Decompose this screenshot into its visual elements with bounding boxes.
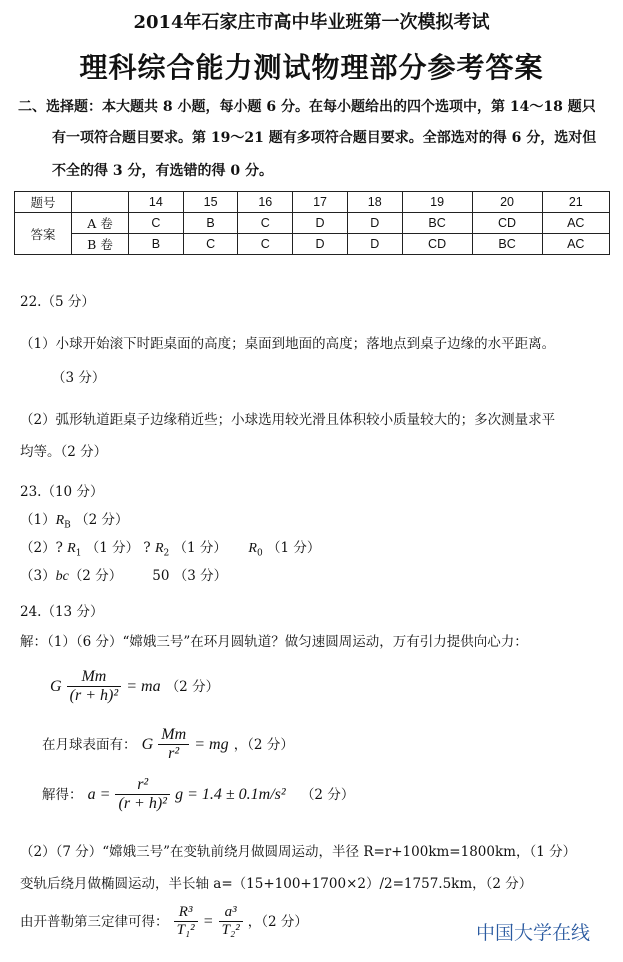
fraction	[67, 668, 121, 705]
var-r: R	[154, 541, 164, 556]
var-bc: bc	[55, 569, 69, 584]
lhs: a =	[87, 786, 111, 803]
q23-heading: 23.（10 分）	[20, 484, 104, 500]
denominator: (r + h)²	[69, 687, 119, 704]
table-cell: BC	[402, 213, 472, 234]
table-cell: 15	[183, 192, 238, 213]
table-row	[15, 213, 610, 234]
subscript: 1	[75, 548, 82, 559]
q22-part2-end: 均等。（2 分）	[20, 444, 108, 460]
table-row-label: B 卷	[72, 234, 129, 255]
table-cell: BC	[472, 234, 542, 255]
watermark: 中国大学在线	[476, 922, 591, 944]
q24-part2-line1: （2）（7 分）“嫦娥三号”在变轨前绕月做圆周运动，半径 R=r+100km=1800km，（1 分）	[20, 844, 577, 860]
rhs: = mg	[194, 736, 229, 753]
numerator: Mm	[158, 726, 189, 745]
table-cell: 14	[129, 192, 184, 213]
q23-value: 50 （3 分）	[152, 568, 228, 584]
numerator: R³	[174, 904, 198, 922]
q23-line2	[20, 536, 320, 559]
table-cell: 19	[402, 192, 472, 213]
score: （1 分） ?	[85, 540, 151, 556]
q24-part2-line2: 变轨后绕月做椭圆运动，半长轴 a=（15+100+1700×2）/2=1757.5km，（2 分）	[20, 876, 533, 892]
section2-line2: 有一项符合题目要求。第 19～21 题有多项符合题目要求。全部选对的得 6 分，选对但	[52, 130, 597, 146]
table-head-label: 题号	[15, 192, 72, 213]
table-cell: 18	[347, 192, 402, 213]
table-row-label: A 卷	[72, 213, 129, 234]
fraction	[219, 904, 243, 939]
answer-table	[14, 191, 610, 255]
table-cell: 17	[293, 192, 348, 213]
denominator: r²	[168, 745, 180, 762]
var-r: R	[248, 541, 257, 556]
section2-line3: 不全的得 3 分，有选错的得 0 分。	[52, 163, 273, 179]
table-row	[15, 234, 610, 255]
numerator: Mm	[67, 668, 121, 687]
fraction	[115, 776, 169, 813]
table-cell: 21	[542, 192, 609, 213]
table-cell: D	[293, 234, 348, 255]
q22-heading: 22.（5 分）	[20, 294, 95, 310]
score: （2 分）	[165, 679, 220, 695]
q23-line2-prefix: （2）?	[20, 540, 63, 556]
score: ，（2 分）	[233, 737, 294, 753]
table-cell: 16	[238, 192, 293, 213]
q23-line1	[20, 508, 128, 531]
numerator: a³	[219, 904, 243, 922]
score: （1 分）	[266, 540, 321, 556]
equation-1	[50, 668, 219, 705]
table-cell: B	[183, 213, 238, 234]
equation-4	[20, 904, 308, 939]
table-cell: D	[293, 213, 348, 234]
table-answer-label: 答案	[15, 213, 72, 255]
denominator: T₁²	[176, 922, 195, 938]
subscript: B	[64, 520, 71, 531]
table-cell: AC	[542, 234, 609, 255]
numerator: r²	[115, 776, 169, 795]
table-cell: AC	[542, 213, 609, 234]
table-cell: D	[347, 213, 402, 234]
var-r: R	[67, 541, 76, 556]
q23-line1-prefix: （1）	[20, 512, 56, 528]
table-cell: CD	[402, 234, 472, 255]
const-g: G	[141, 736, 154, 753]
equation-4-label: 由开普勒第三定律可得：	[20, 914, 169, 930]
answer-key-title: 理科综合能力测试物理部分参考答案	[79, 51, 544, 84]
q22-part1: （1）小球开始滚下时距桌面的高度；桌面到地面的高度；落地点到桌子边缘的水平距离。	[20, 336, 556, 352]
subscript: 0	[256, 548, 263, 559]
q22-part2: （2）弧形轨道距桌子边缘稍近些；小球选用较光滑且体积较小质量较大的；多次测量求平	[20, 412, 556, 428]
denominator: T₂²	[221, 922, 240, 938]
rhs: = ma	[126, 678, 161, 695]
table-cell: B	[129, 234, 184, 255]
table-cell: C	[129, 213, 184, 234]
table-cell: C	[183, 234, 238, 255]
subscript: 2	[163, 548, 170, 559]
equation-3-label: 解得：	[42, 787, 83, 803]
section2-line1: 二、选择题：本大题共 8 小题，每小题 6 分。在每小题给出的四个选项中，第 14～18 题只	[18, 99, 596, 115]
table-cell: 20	[472, 192, 542, 213]
equals: =	[202, 913, 214, 930]
equation-2	[42, 726, 294, 763]
equation-3	[42, 776, 354, 813]
score: （2 分）	[68, 568, 123, 584]
table-cell	[72, 192, 129, 213]
exam-title: 2014年石家庄市高中毕业班第一次模拟考试	[133, 12, 490, 33]
q22-part1-score: （3 分）	[52, 370, 106, 386]
fraction	[174, 904, 198, 939]
const-g: G	[50, 678, 62, 695]
q23-line3	[20, 564, 227, 585]
table-cell: C	[238, 213, 293, 234]
q24-heading: 24.（13 分）	[20, 604, 104, 620]
table-cell: CD	[472, 213, 542, 234]
table-cell: C	[238, 234, 293, 255]
score: （2 分）	[300, 787, 355, 803]
q24-intro: 解：（1）（6 分）“嫦娥三号”在环月圆轨道？做匀速圆周运动，万有引力提供向心力：	[20, 634, 528, 650]
table-header-row	[15, 192, 610, 213]
denominator: (r + h)²	[118, 795, 167, 812]
rhs: g = 1.4 ± 0.1m/s²	[175, 786, 286, 803]
score: ，（2 分）	[247, 914, 308, 930]
score: （1 分）	[173, 540, 227, 556]
var-r: R	[55, 513, 65, 528]
fraction	[158, 726, 189, 763]
q23-line3-prefix: （3）	[20, 568, 56, 584]
equation-2-label: 在月球表面有：	[42, 737, 137, 753]
score: （2 分）	[75, 512, 129, 528]
table-cell: D	[347, 234, 402, 255]
